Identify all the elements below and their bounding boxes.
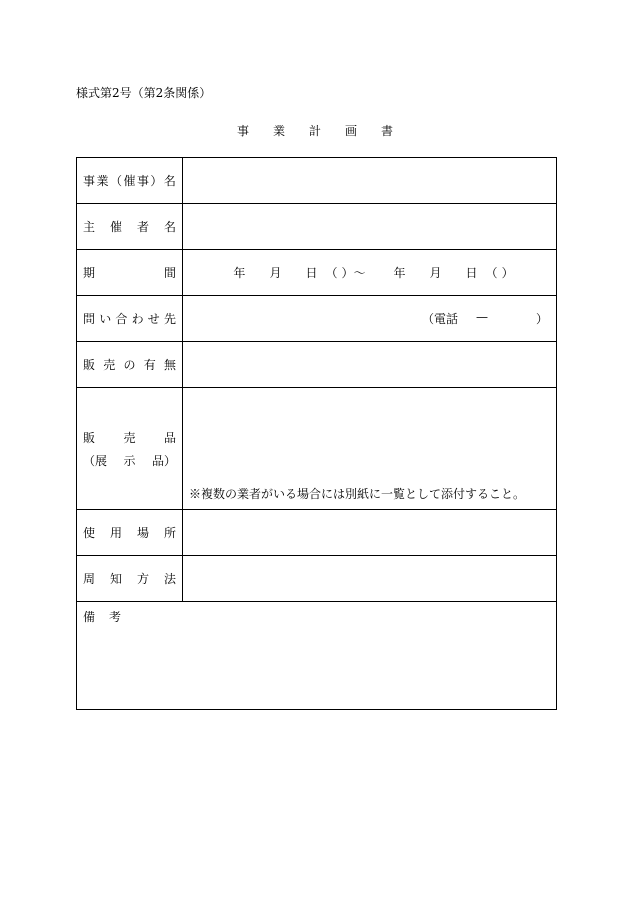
row-sales-items	[77, 388, 557, 510]
field-remarks[interactable]	[77, 602, 557, 710]
field-sales-items[interactable]	[183, 388, 557, 510]
label-char: 用	[109, 526, 122, 540]
row-venue	[77, 510, 557, 556]
label-event-name	[77, 158, 183, 204]
label-char: 合	[115, 312, 128, 326]
label-sales-items	[77, 388, 183, 510]
period-weekday-open-1: （	[325, 266, 338, 280]
field-venue[interactable]	[183, 510, 557, 556]
label-char: （	[109, 174, 122, 188]
field-event-name[interactable]	[183, 158, 557, 204]
row-sales-yesno	[77, 342, 557, 388]
period-year-1: 年	[233, 266, 246, 280]
label-char: 先	[163, 312, 176, 326]
label-char: 事	[136, 174, 149, 188]
label-char: ）	[150, 174, 163, 188]
row-period	[77, 250, 557, 296]
label-char: 販	[83, 430, 96, 445]
label-char: 備	[83, 610, 96, 624]
label-venue	[77, 510, 183, 556]
business-plan-form	[76, 157, 557, 710]
row-organizer	[77, 204, 557, 250]
row-publicity	[77, 556, 557, 602]
field-sales-yesno[interactable]	[183, 342, 557, 388]
label-char: 品	[163, 430, 176, 445]
phone-open: （電話	[421, 312, 458, 326]
period-template	[191, 264, 556, 281]
title-char: 画	[345, 124, 358, 138]
label-sales-yesno	[77, 342, 183, 388]
label-char: 名	[163, 174, 176, 188]
period-weekday-close-1: ）〜	[341, 266, 366, 280]
period-month-2: 月	[429, 266, 442, 280]
title-char: 業	[272, 124, 285, 138]
label-publicity	[77, 556, 183, 602]
label-char: （展	[83, 453, 108, 468]
period-day-1: 日	[305, 266, 318, 280]
label-remarks	[77, 602, 556, 625]
label-period	[77, 250, 183, 296]
period-day-2: 日	[465, 266, 478, 280]
label-char: 業	[96, 174, 109, 188]
label-char: 売	[123, 430, 136, 445]
label-char: 使	[83, 526, 96, 540]
label-char: 周	[83, 572, 96, 586]
label-organizer	[77, 204, 183, 250]
items-note: ※複数の業者がいる場合には別紙に一覧として添付すること。	[189, 487, 526, 501]
row-remarks	[77, 602, 557, 710]
label-char: 所	[163, 526, 176, 540]
period-month-1: 月	[269, 266, 282, 280]
title-char: 事	[236, 124, 249, 138]
label-char: い	[99, 312, 112, 326]
label-char: 無	[163, 358, 176, 372]
period-weekday-close-2: ）	[501, 266, 514, 280]
field-period[interactable]	[183, 250, 557, 296]
label-char: 間	[163, 266, 176, 280]
label-contact	[77, 296, 183, 342]
label-char: 方	[136, 572, 149, 586]
label-char: 売	[103, 358, 116, 372]
label-char: 法	[163, 572, 176, 586]
label-char: 品）	[151, 453, 176, 468]
period-weekday-open-2: （	[485, 266, 498, 280]
row-event-name	[77, 158, 557, 204]
label-char: 催	[123, 174, 136, 188]
label-char: 主	[83, 220, 96, 234]
row-contact	[77, 296, 557, 342]
period-year-2: 年	[393, 266, 406, 280]
label-char: 問	[83, 312, 96, 326]
document-title	[0, 122, 630, 139]
label-char: 有	[143, 358, 156, 372]
phone-dash: —	[475, 310, 488, 324]
label-char: 販	[83, 358, 96, 372]
phone-close: ）	[535, 312, 548, 326]
phone-template	[183, 310, 556, 327]
field-publicity[interactable]	[183, 556, 557, 602]
label-char: 示	[123, 453, 136, 468]
label-char: 名	[163, 220, 176, 234]
label-char: 考	[108, 610, 121, 624]
form-number: 様式第2号（第2条関係）	[76, 86, 212, 100]
label-char: 催	[109, 220, 122, 234]
label-char: 期	[83, 266, 96, 280]
title-char: 書	[381, 124, 394, 138]
label-char: 事	[83, 174, 96, 188]
field-contact[interactable]	[183, 296, 557, 342]
label-char: 場	[136, 526, 149, 540]
label-char: 者	[136, 220, 149, 234]
title-char: 計	[308, 124, 321, 138]
label-char: の	[123, 358, 136, 372]
field-organizer[interactable]	[183, 204, 557, 250]
label-char: わ	[131, 312, 144, 326]
label-char: せ	[147, 312, 160, 326]
label-char: 知	[109, 572, 122, 586]
